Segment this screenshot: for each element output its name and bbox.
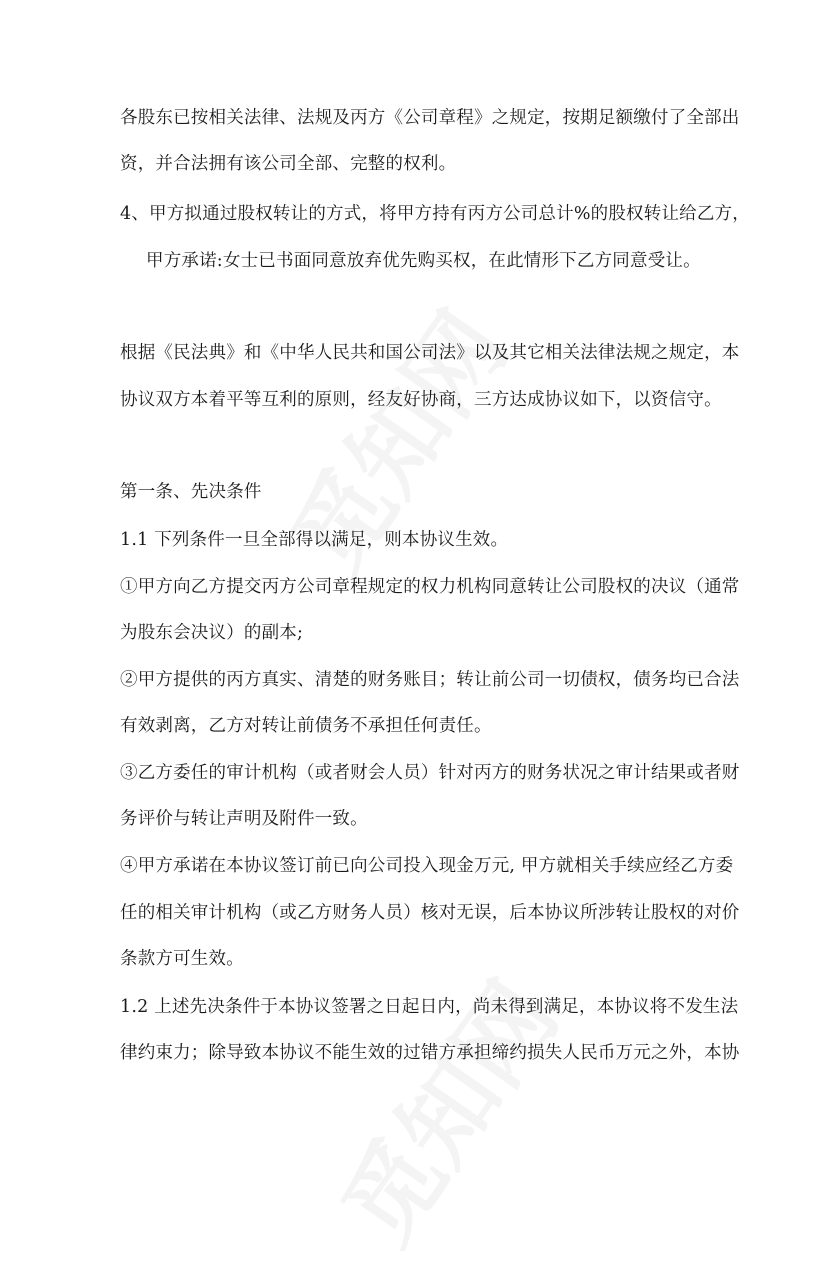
paragraph-line: 有效剥离，乙方对转让前债务不承担任何责任。 (120, 716, 492, 736)
paragraph-line: ④甲方承诺在本协议签订前已向公司投入现金万元, 甲方就相关手续应经乙方委 (120, 856, 734, 876)
paragraph-line: 资，并合法拥有该公司全部、完整的权利。 (120, 154, 457, 174)
paragraph-line: 务评价与转让声明及附件一致。 (120, 809, 368, 829)
paragraph-line: ①甲方向乙方提交丙方公司章程规定的权力机构同意转让公司股权的决议（通常 (120, 577, 740, 597)
paragraph-line: ②甲方提供的丙方真实、清楚的财务账目；转让前公司一切债权，债务均已合法 (120, 670, 740, 690)
paragraph-line: 4、甲方拟通过股权转让的方式，将甲方持有丙方公司总计%的股权转让给乙方， (120, 204, 750, 224)
paragraph-line: 甲方承诺:女士已书面同意放弃优先购买权，在此情形下乙方同意受让。 (146, 251, 701, 271)
paragraph-line: 律约束力；除导致本协议不能生效的过错方承担缔约损失人民币万元之外，本协 (120, 1043, 740, 1063)
paragraph-line: ③乙方委任的审计机构（或者财会人员）针对丙方的财务状况之审计结果或者财 (120, 763, 740, 783)
paragraph-line: 为股东会决议）的副本; (120, 623, 304, 643)
paragraph-line: 任的相关审计机构（或乙方财务人员）核对无误，后本协议所涉转让股权的对价 (120, 903, 740, 923)
paragraph-line: 1.2 上述先决条件于本协议签署之日起日内，尚未得到满足，本协议将不发生法 (120, 997, 739, 1017)
section-heading: 第一条、先决条件 (120, 482, 262, 502)
paragraph-line: 1.1 下列条件一旦全部得以满足，则本协议生效。 (120, 530, 509, 550)
paragraph-line: 协议双方本着平等互利的原则，经友好协商，三方达成协议如下，以资信守。 (120, 390, 722, 410)
paragraph-line: 根据《民法典》和《中华人民共和国公司法》以及其它相关法律法规之规定，本 (120, 343, 740, 363)
paragraph-line: 各股东已按相关法律、法规及丙方《公司章程》之规定，按期足额缴付了全部出 (120, 108, 740, 128)
paragraph-line: 条款方可生效。 (120, 949, 244, 969)
